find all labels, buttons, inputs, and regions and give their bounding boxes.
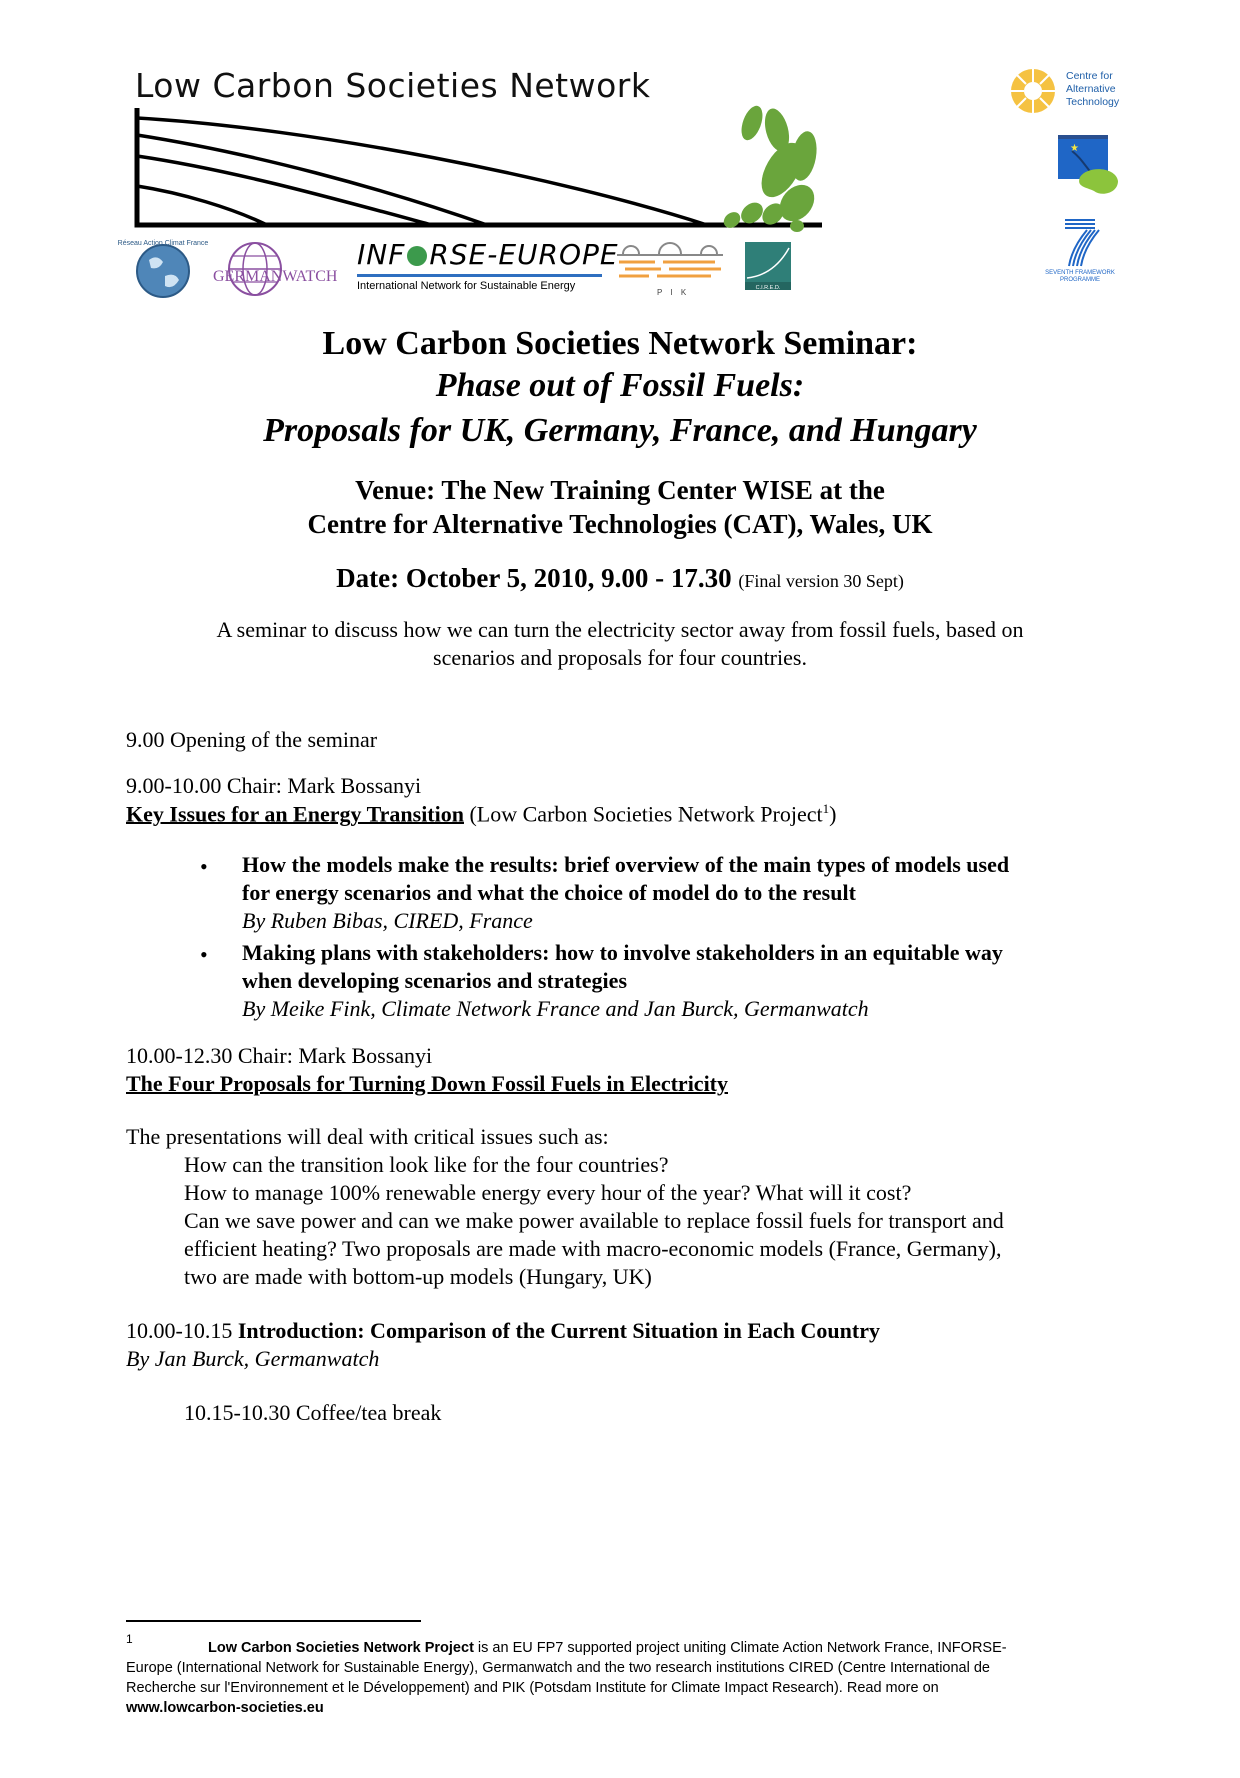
eu-programme-logo-icon [1058,135,1120,197]
session1-heading: Key Issues for an Energy Transition [126,801,464,827]
footnote-line-1 [208,1640,1007,1656]
talk1-speaker: By Ruben Bibas, CIRED, France [242,908,533,933]
intro-talk-speaker: By Jan Burck, Germanwatch [126,1346,380,1371]
footnote-bold-lead: Low Carbon Societies Network Project [208,1640,474,1656]
session1-heading-close: ) [829,801,837,827]
intro-line-1: A seminar to discuss how we can turn the electricity sector away from fossil fuels, based on [216,617,1024,642]
issue-item: How to manage 100% renewable energy every hour of the year? What will it cost? [184,1180,912,1205]
session2-heading: The Four Proposals for Turning Down Fossil Fuels in Electricity [126,1071,729,1096]
inforse-subtitle: International Network for Sustainable Energy [357,280,576,292]
bullet-icon: • [200,942,208,967]
cat-line3: Technology [1066,96,1120,108]
leaf-cluster-icon [721,103,822,232]
version-note: (Final version 30 Sept) [738,571,904,591]
inforse-right: RSE-EUROPE [429,238,619,271]
intro-talk-line [126,1318,880,1344]
rac-france-logo [117,238,209,302]
inforse-rule [357,274,602,277]
session1-time-chair: 9.00-10.00 Chair: Mark Bossanyi [126,773,422,798]
seminar-title: Low Carbon Societies Network Seminar: [322,325,918,362]
cat-sun-icon [1010,68,1056,114]
footnote-line-3: Recherche sur l'Environnement et le Développement) and PIK (Potsdam Institute for Climate Impact Research). Read more on [126,1680,939,1696]
footnote-line-2: Europe (International Network for Sustainable Energy), Germanwatch and the two research institutions CIRED (Centre International de [126,1660,990,1676]
cat-logo-text [1066,70,1119,109]
inforse-globe-icon [407,246,427,266]
session2-time-chair: 10.00-12.30 Chair: Mark Bossanyi [126,1043,433,1068]
partner-logos [117,238,815,300]
pik-logo-icon [615,240,725,288]
seminar-subtitle: Phase out of Fossil Fuels: [435,367,805,404]
session1-heading-line [126,801,836,827]
seminar-subtitle-2: Proposals for UK, Germany, France, and Hungary [263,412,977,449]
cat-line1: Centre for [1066,70,1113,82]
bullet-icon: • [200,854,208,879]
pik-label: P I K [657,288,690,297]
talk2-title-line2: when developing scenarios and strategies [242,968,627,993]
issue-item: Can we save power and can we make power available to replace fossil fuels for transport and [184,1208,1004,1233]
session1-heading-note: (Low Carbon Societies Network Project [463,801,823,827]
talk1-title-line2: for energy scenarios and what the choice of model do to the result [242,880,856,905]
seminar-date [0,563,1240,594]
footnote-number: 1 [126,1632,133,1646]
session2-lead: The presentations will deal with critical issues such as: [126,1124,609,1149]
fp7-line1: SEVENTH FRAMEWORK [1045,270,1115,276]
opening-item: 9.00 Opening of the seminar [126,727,378,752]
date-main: Date: October 5, 2010, 9.00 - 17.30 [336,563,732,593]
cired-label: C.I.R.E.D. [755,285,781,291]
footnote-url-link[interactable]: www.lowcarbon-societies.eu [126,1700,324,1716]
venue-line-1: Venue: The New Training Center WISE at the [355,475,885,505]
fp7-logo-icon [1035,212,1121,284]
network-logo-graphic [132,108,832,230]
footnote-separator [126,1620,421,1622]
inforse-left: INF [357,238,406,271]
svg-text:★: ★ [1070,143,1079,154]
cat-line2: Alternative [1066,83,1116,95]
intro-talk-time: 10.00-10.15 [126,1318,238,1343]
issue-item: two are made with bottom-up models (Hungary, UK) [184,1264,652,1289]
talk1-title-line1: How the models make the results: brief overview of the main types of models used [242,852,1010,877]
germanwatch-logo: GERMANWATCH [213,268,338,285]
logo-curves [137,108,822,225]
venue-line-2: Centre for Alternative Technologies (CAT), Wales, UK [307,509,933,539]
footnote-line1-rest: is an EU FP7 supported project uniting Climate Action Network France, INFORSE- [473,1640,1007,1656]
cired-logo-icon [745,242,791,290]
issue-item: efficient heating? Two proposals are made with macro-economic models (France, Germany), [184,1236,1002,1261]
talk2-title-line1: Making plans with stakeholders: how to involve stakeholders in an equitable way [242,940,1003,965]
talk2-speaker: By Meike Fink, Climate Network France and Jan Burck, Germanwatch [242,996,869,1021]
fp7-line2: PROGRAMME [1059,277,1101,283]
intro-talk-title: Introduction: Comparison of the Current Situation in Each Country [237,1318,880,1343]
inforse-logo [357,238,619,271]
issue-item: How can the transition look like for the four countries? [184,1152,669,1177]
rac-text: Réseau Action Climat France [117,240,209,247]
network-logo-title: Low Carbon Societies Network [135,66,651,105]
footnote-ref-link[interactable]: 1 [822,801,830,816]
intro-line-2: scenarios and proposals for four countries. [433,645,807,670]
coffee-break: 10.15-10.30 Coffee/tea break [184,1400,442,1425]
